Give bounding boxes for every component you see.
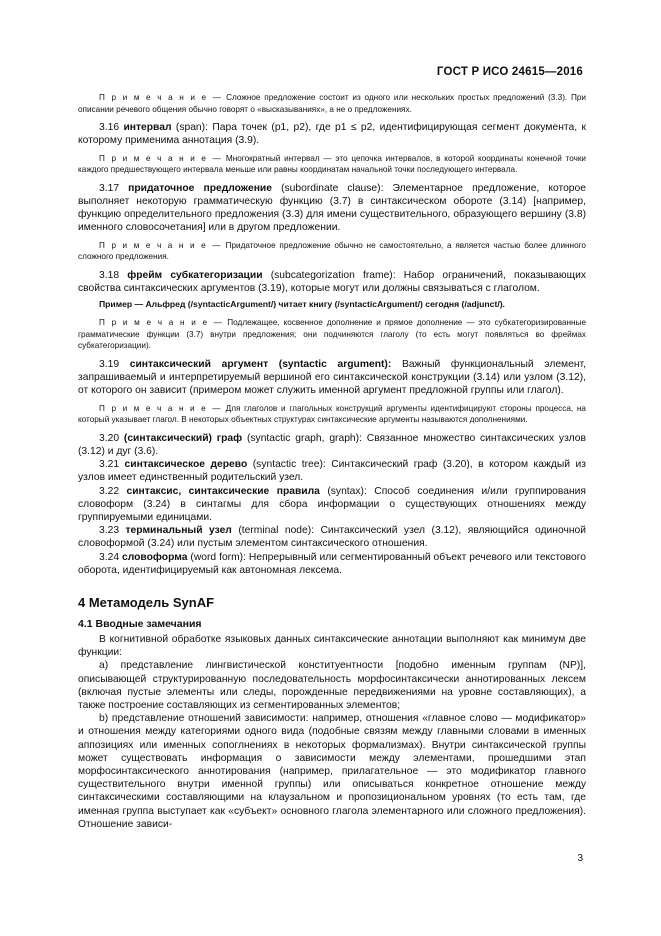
def-number: 3.17 xyxy=(99,182,120,194)
note xyxy=(78,403,586,426)
def-text: (terminal node): Синтаксический узел (3.12), являющийся одиночной словоформой (3.24) или пустым элементом синтаксического отношения. xyxy=(78,525,586,550)
def-text: (syntactic tree): Синтаксический граф (3.20), в котором каждый из узлов имеет единственный родительский узел. xyxy=(78,459,586,484)
def-term: синтаксическое дерево xyxy=(124,459,248,471)
definition-3-20 xyxy=(78,432,586,458)
note-text: Подлежащее, косвенное дополнение и прямое дополнение — это субкатегоризированные грамматические функции (3.7) внутри предложения; они подчиняются глаголу (то есть могут появляться во фреймах субкатегоризации). xyxy=(78,318,587,351)
def-text: (syntax): Способ соединения и/или группирования словоформ (3.24) в синтагмы для сбора информации о существующих отношениях между группируемыми единицами. xyxy=(78,485,586,523)
def-number: 3.16 xyxy=(99,122,120,134)
note xyxy=(78,153,586,176)
definition-3-23 xyxy=(78,524,586,550)
def-number: 3.23 xyxy=(99,525,120,537)
note xyxy=(78,92,586,115)
note-label: П р и м е ч а н и е — xyxy=(99,240,222,250)
note-text: Сложное предложение состоит из одного или нескольких простых предложений (3.3). При описании речевого общения обычно говорят о «высказываниях», а не о предложениях. xyxy=(78,93,587,114)
note-label: П р и м е ч а н и е — xyxy=(99,403,222,413)
subsection-heading: 4.1 Вводные замечания xyxy=(78,618,202,630)
example: Пример — Альфред (/syntacticArgument/) читает книгу (/syntacticArgument/) сегодня (/adjunct/). xyxy=(99,299,505,310)
def-term: терминальный узел xyxy=(125,525,232,537)
def-term: (синтаксический) граф xyxy=(123,432,243,444)
page-number: 3 xyxy=(577,853,583,864)
def-term: фрейм субкатегоризации xyxy=(127,269,263,281)
note xyxy=(78,317,586,352)
definition-3-18 xyxy=(78,269,586,295)
note-text: Многократный интервал — это цепочка интервалов, в которой координаты конечной точки каждого предшествующего интервала меньше или равны координатам начальной точки последующего интервала. xyxy=(78,153,587,175)
def-term: синтаксический аргумент (syntactic argument): xyxy=(129,358,392,370)
def-number: 3.18 xyxy=(99,269,120,281)
definition-3-24 xyxy=(78,551,586,577)
body-paragraph: В когнитивной обработке языковых данных синтаксические аннотации выполняют как минимум две функции: xyxy=(78,634,586,659)
definition-3-21 xyxy=(78,458,586,484)
def-text: (span): Пара точек (p1, p2), где p1 ≤ p2, идентифицирующая сегмент документа, к которому применима аннотация (3.9). xyxy=(78,122,586,147)
note-text: Придаточное предложение обычно не самостоятельно, а является частью более длинного сложного предложения. xyxy=(78,240,586,262)
def-text: (syntactic graph, graph): Связанное множество синтаксических узлов (3.12) и дуг (3.6). xyxy=(78,432,586,457)
def-number: 3.22 xyxy=(99,485,120,497)
def-term: словоформа xyxy=(122,551,188,563)
page-content xyxy=(78,92,586,831)
note-label: П р и м е ч а н и е — xyxy=(99,153,223,163)
list-item-b: b) представление отношений зависимости: например, отношения «главное слово — модификатор» и отношения между категориями одного вида (подобные связям между главными словами в именных аппозициях или именных сопоглнениях в некоторых формализмах). Внутри синтаксической группы может существовать информация о зависимости между элементами, прошедшими этап морфосинтаксического аннотирования (например, прилагательное — это модификатор главного существительного внутри именной группы) или описываться конкретное отношение между синтаксическими составляющими на клаузальном и пропозициональном уровнях (то есть там, где именная группа выступает как «субъект» основного глагола элементарного или сложного предложения). Отношение зависи- xyxy=(78,713,586,830)
document-header: ГОСТ Р ИСО 24615—2016 xyxy=(436,66,583,78)
def-number: 3.21 xyxy=(99,459,120,471)
definition-3-17 xyxy=(78,182,586,235)
def-text: (word form): Непрерывный или сегментированный объект речевого или текстового оборота, идентифицируемый как автономная лексема. xyxy=(78,551,586,576)
def-text: Важный функциональный элемент, запрашиваемый и интерпретируемый вершиной его синтаксической конструкции (3.14) или узлом (3.12), от которого он зависит (примером может служить именной аргумент предложной группы или глагол). xyxy=(78,358,586,397)
def-number: 3.24 xyxy=(99,551,120,563)
note-label: П р и м е ч а н и е — xyxy=(99,93,223,102)
note-label: П р и м е ч а н и е — xyxy=(99,318,224,328)
note xyxy=(78,240,586,263)
section-heading: 4 Метамодель SynAF xyxy=(78,595,215,610)
list-item-a: a) представление лингвистической конституентности [подобно именным группам (NP)], описывающей структурированную последовательность морфосинтаксически аннотированных лексем (включая пустые элементы или следы, порожденные передвижениями на уровне составляющих), а также построение составляющих из сегментированных элементов; xyxy=(78,660,586,712)
def-number: 3.20 xyxy=(99,432,120,444)
def-text: (subcategorization frame): Набор ограничений, показывающих свойства синтаксических аргументов (3.19), которые могут или должны связываться с глаголом. xyxy=(78,269,586,294)
definition-3-16 xyxy=(78,121,586,147)
def-text: (subordinate clause): Элементарное предложение, которое выполняет некоторую грамматическую функцию (3.7) в синтаксическом обороте (3.14) [например, функцию определительного предложения (3.3) для имени существительного, образующего вершину (3.8) именного словосочетания] или в другом предложении. xyxy=(78,182,586,234)
definition-3-22 xyxy=(78,485,586,525)
definition-3-19 xyxy=(78,358,586,398)
def-term: синтаксис, синтаксические правила xyxy=(126,485,320,497)
def-term: интервал xyxy=(123,122,172,134)
note-text: Для глаголов и глагольных конструкций аргументы идентифицируют стороны процесса, на который указывает глагол. В некоторых объектных структурах синтаксические аргументы называются дополнениями. xyxy=(78,403,586,425)
def-term: придаточное предложение xyxy=(128,182,272,194)
def-number: 3.19 xyxy=(99,358,120,370)
